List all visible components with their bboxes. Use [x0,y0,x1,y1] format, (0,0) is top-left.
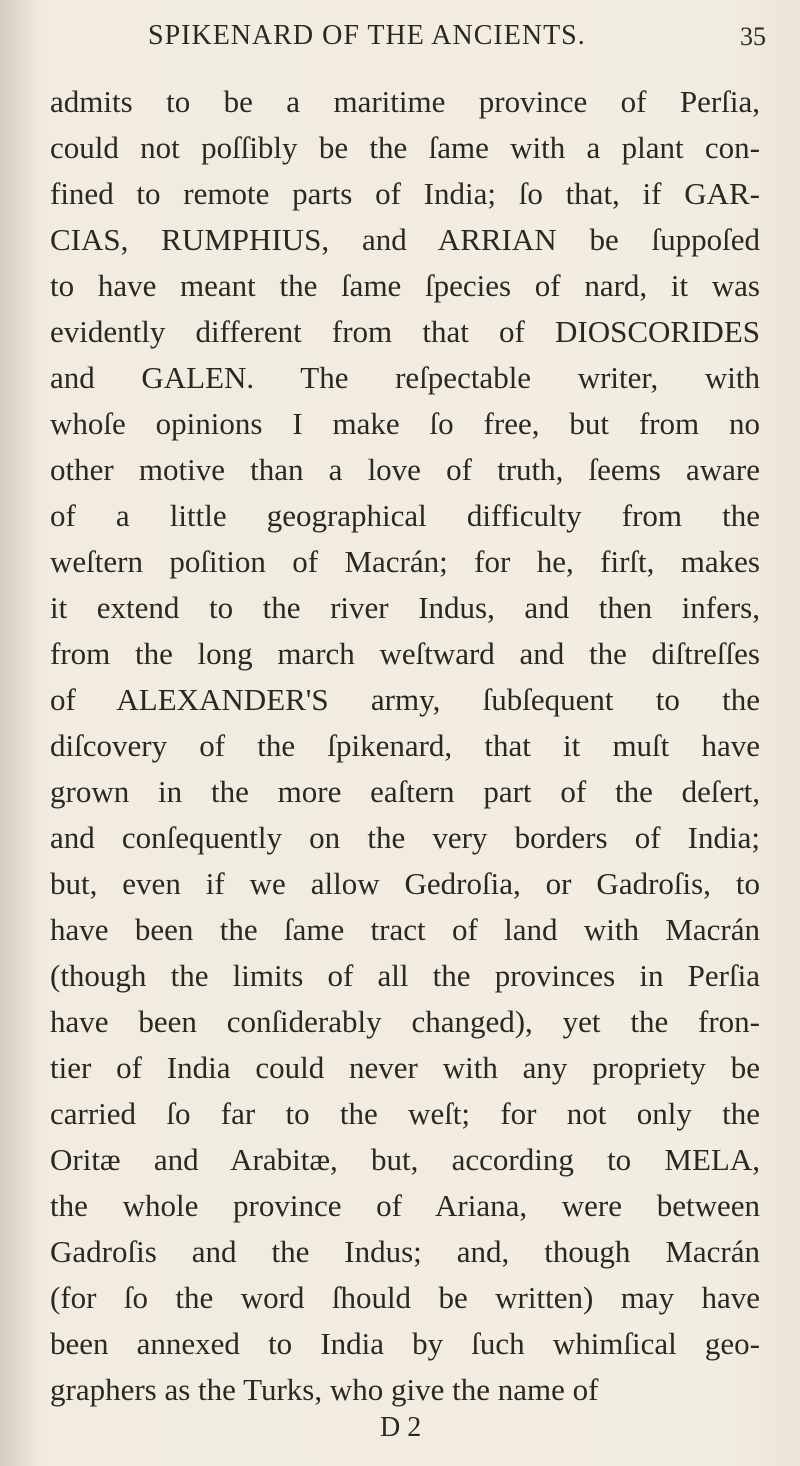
text-line: other motive than a love of truth, ſeems aware [50,452,760,487]
text-line: carried ſo far to the weſt; for not only the [50,1096,760,1131]
text-line: been annexed to India by ſuch whimſical geo- [50,1326,760,1361]
text-line: have been the ſame tract of land with Macrán [50,912,760,947]
text-line: whoſe opinions I make ſo free, but from no [50,406,760,441]
text-line: the whole province of Ariana, were between [50,1188,760,1223]
page-number: 35 [740,22,766,51]
page-header [0,20,800,60]
text-line: from the long march weſtward and the diſtreſſes [50,636,760,671]
text-line: CIAS, RUMPHIUS, and ARRIAN be ſuppoſed [50,222,760,257]
text-line: fined to remote parts of India; ſo that, if GAR- [50,176,760,211]
text-line: of ALEXANDER'S army, ſubſequent to the [50,682,760,717]
text-line: have been conſiderably changed), yet the fron- [50,1004,760,1039]
running-head: SPIKENARD OF THE ANCIENTS. [148,20,586,51]
text-line: could not poſſibly be the ſame with a plant con- [50,130,760,165]
text-line: of a little geographical difficulty from the [50,498,760,533]
text-line: and GALEN. The reſpectable writer, with [50,360,760,395]
text-line: grown in the more eaſtern part of the deſert, [50,774,760,809]
text-line: it extend to the river Indus, and then infers, [50,590,760,625]
text-line: to have meant the ſame ſpecies of nard, it was [50,268,760,303]
text-line: diſcovery of the ſpikenard, that it muſt have [50,728,760,763]
text-line: but, even if we allow Gedroſia, or Gadroſis, to [50,866,760,901]
signature-mark: D 2 [380,1412,422,1443]
text-line: admits to be a maritime province of Perſia, [50,84,760,119]
binding-shadow [0,0,40,1466]
text-line: Gadroſis and the Indus; and, though Macrán [50,1234,760,1269]
text-line: Oritæ and Arabitæ, but, according to MELA, [50,1142,760,1177]
text-line: graphers as the Turks, who give the name of [50,1372,599,1407]
text-line: tier of India could never with any propriety be [50,1050,760,1085]
text-line: and conſequently on the very borders of India; [50,820,760,855]
text-line: (though the limits of all the provinces in Perſia [50,958,760,993]
text-line: weſtern poſition of Macrán; for he, firſt, makes [50,544,760,579]
text-line: (for ſo the word ſhould be written) may have [50,1280,760,1315]
text-line: evidently different from that of DIOSCORIDES [50,314,760,349]
